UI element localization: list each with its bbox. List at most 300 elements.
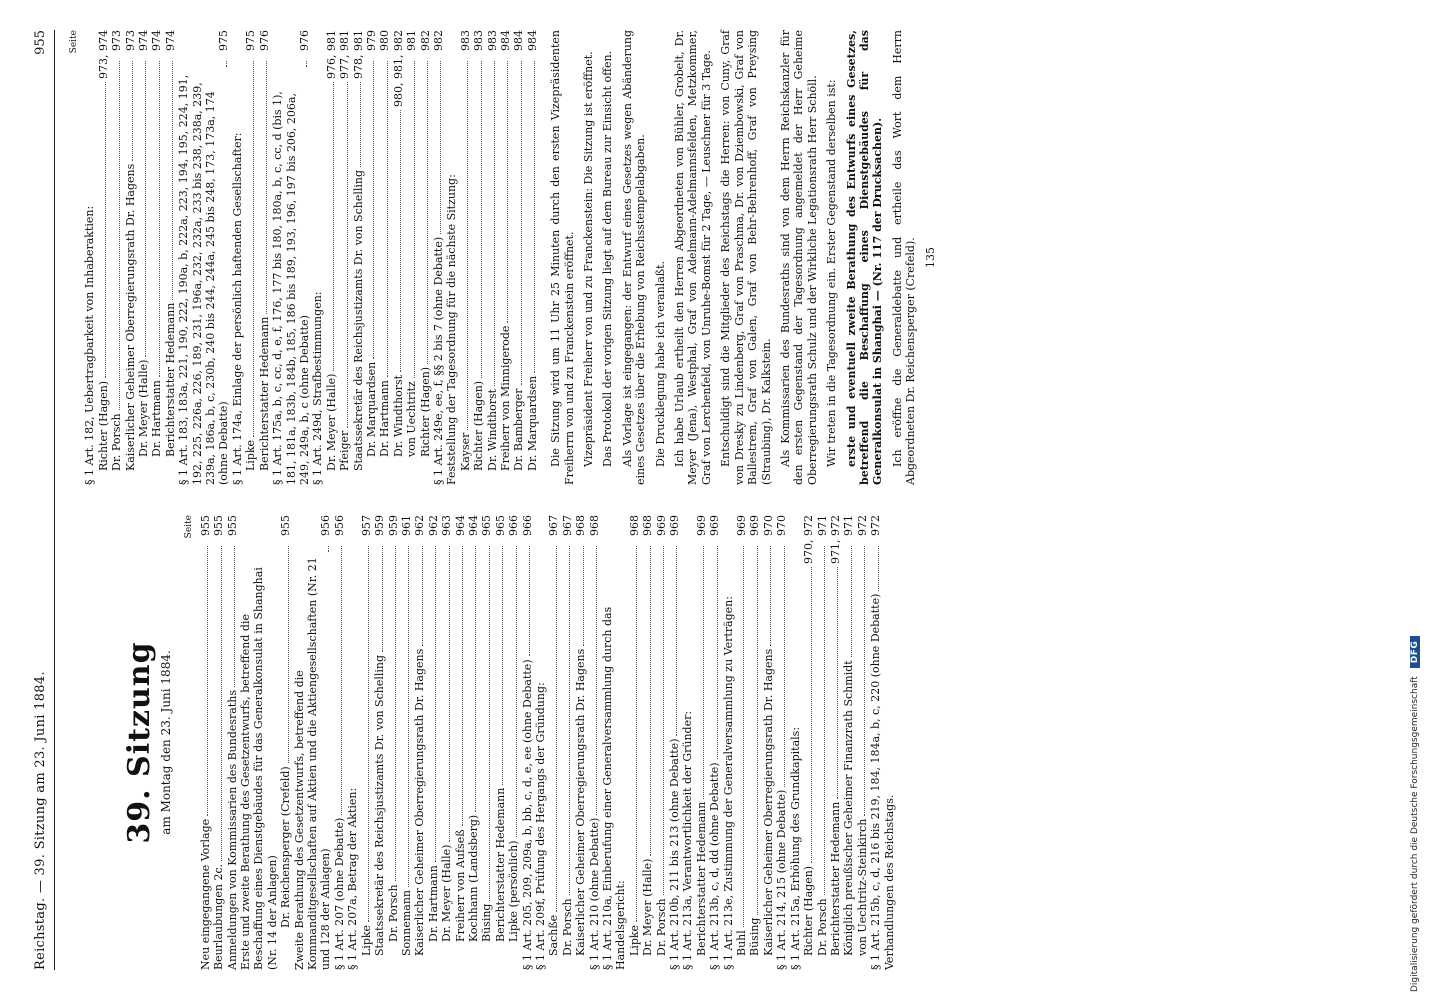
toc-entry: [507, 515, 520, 970]
toc-entry: [325, 30, 338, 485]
toc-entry: [708, 515, 721, 970]
body-paragraph: Die Drucklegung habe ich veranlaßt.: [653, 260, 667, 467]
toc-entry: [400, 515, 413, 970]
dot-leader: [521, 61, 522, 385]
running-header: [32, 30, 55, 970]
dot-leader: [529, 546, 530, 656]
toc-entry-text: Dr. Marquardsen: [525, 375, 539, 471]
toc-entry: [789, 515, 802, 970]
toc-page-number: 984: [499, 30, 512, 51]
signature-number: 135: [923, 247, 937, 268]
toc-entry-text: Richter (Hagen): [96, 380, 110, 471]
toc-page-number: 959: [386, 515, 400, 536]
toc-entry: [459, 30, 472, 485]
toc-entry: [722, 515, 735, 970]
toc-entry: [735, 515, 748, 970]
toc-entry-text: Kaiserlicher Geheimer Oberregierungsrath Dr. Hagens: [413, 648, 427, 956]
dot-leader: [440, 61, 441, 234]
toc-entry-text: von Uechtritz-Steinkirch: [855, 818, 869, 956]
toc-entry-text: Dr. Hartmann: [378, 380, 392, 457]
toc-entry: [432, 30, 445, 485]
toc-entry-text: § 1 Art. 249d, Strafbestimmungen:: [311, 291, 325, 485]
toc-entry: [392, 30, 405, 485]
dot-leader: [556, 546, 557, 912]
toc-page-number: 969: [654, 515, 668, 536]
toc-entry: [695, 515, 708, 970]
toc-entry: [293, 515, 333, 970]
toc-entry: [655, 515, 668, 970]
toc-entry-text: Richter (Hagen): [418, 366, 432, 457]
dot-leader: [507, 61, 508, 323]
toc-entry-text: Dr. Meyer (Halle): [137, 359, 151, 457]
toc-page-number: 969: [735, 515, 749, 536]
toc-entry-text: Erste und zweite Berathung des Gesetzentwurfs, betreffend die Beschaffung eines Dienstgebäudes für das Generalkonsulat in Shanghai (Nr. 14 der Anlagen): [239, 567, 279, 970]
dot-leader: [878, 546, 879, 591]
dot-leader: [427, 61, 428, 364]
dot-leader: [341, 546, 342, 815]
dot-leader: [360, 82, 361, 167]
toc-entry: [311, 30, 324, 485]
toc-entry: [748, 515, 761, 970]
dot-leader: [743, 546, 744, 927]
body-paragraph: Die Sitzung wird um 11 Uhr 25 Minuten durch den ersten Vizepräsidenten Freiherrn von und zu Franckenstein eröffnet.: [549, 30, 576, 485]
toc-page-number: 965: [480, 515, 494, 536]
toc-entry: [588, 515, 601, 970]
dot-leader: [770, 546, 771, 646]
dot-leader: [864, 546, 865, 816]
dot-leader: [328, 546, 329, 552]
toc-page-number: 973, 974: [96, 30, 110, 79]
toc-entry-text: Beurlaubungen 2c.: [212, 863, 226, 970]
dot-leader: [569, 546, 570, 895]
toc-entry: [512, 30, 525, 485]
toc-entry-text: Dr. Porsch: [560, 898, 574, 956]
dot-leader: [703, 546, 704, 799]
toc-entry: [816, 515, 829, 970]
toc-entry-text: Büsing: [748, 917, 762, 956]
body-paragraph: Als Kommissarien des Bundesraths sind von dem Herrn Reichskanzler für den ersten Gegenstand der Tagesordnung angemeldet der Herr Geheime Oberregierungsrath Schulz und der Wirkliche Legationsrath Herr Schöll.: [778, 30, 819, 485]
toc-page-number: 956: [319, 515, 333, 536]
toc-page-number: 971: [842, 515, 856, 536]
toc-page-number: 962: [413, 515, 427, 536]
toc-entry: [231, 30, 244, 485]
toc-page-number: 983: [485, 30, 499, 51]
body-paragraph: Das Protokoll der vorigen Sitzung liegt auf dem Bureau zur Einsicht offen.: [601, 50, 615, 467]
toc-page-number: 965: [493, 515, 507, 536]
dot-leader: [159, 61, 160, 377]
toc-entry: [419, 30, 432, 485]
toc-entry: [360, 515, 373, 970]
toc-page-number: 970, 972: [802, 515, 816, 564]
dfg-logo: DFG: [1410, 636, 1420, 669]
digitization-note: [1410, 636, 1420, 992]
toc-entry-text: § 1 Art. 213e, Zustimmung der Generalversammlung zu Verträgen:: [721, 596, 735, 970]
toc-page-number: 970: [761, 515, 775, 536]
dot-leader: [676, 546, 677, 736]
digitization-note-text: Digitalisierung gefördert durch die Deutsche Forschungsgemeinschaft: [1410, 676, 1420, 992]
toc-entry: [405, 30, 418, 485]
toc-page-number: 975: [244, 30, 258, 51]
table-of-contents-left: [199, 515, 896, 970]
toc-entry-text: Dr. Porsch: [815, 898, 829, 956]
dot-leader: [333, 82, 334, 371]
toc-entry: [346, 515, 359, 970]
toc-entry-text: Kaiserlicher Geheimer Oberregierungsrath Dr. Hagens: [574, 648, 588, 956]
toc-entry-text: § 1 Art. 249e, ee, f, §§ 2 bis 7 (ohne Debatte): [431, 236, 445, 485]
toc-page-number: 969: [694, 515, 708, 536]
toc-entry: [110, 30, 123, 485]
dot-leader: [288, 546, 289, 763]
toc-entry-text: Dr. Meyer (Halle): [641, 858, 655, 956]
body-paragraph: Ich eröffne die Generaldebatte und ertheile das Wort dem Herrn Abgeordneten Dr. Reichensperger (Crefeld).: [890, 30, 918, 485]
toc-entry: [427, 515, 440, 970]
toc-entry: [373, 515, 386, 970]
toc-page-number: 980, 981, 982: [391, 30, 405, 107]
toc-entry-text: Dr. Reichensperger (Crefeld): [279, 766, 293, 928]
toc-page-number: 977, 981: [338, 30, 352, 79]
toc-entry-text: § 1 Art. 182, Uebertragbarkeit von Inhaberaktien:: [83, 205, 97, 485]
toc-page-number: 955: [279, 515, 293, 536]
toc-entry: [762, 515, 775, 970]
dot-leader: [373, 61, 374, 359]
toc-entry: [258, 30, 271, 485]
toc-entry: [486, 30, 499, 485]
dot-leader: [414, 61, 415, 378]
toc-entry: [472, 30, 485, 485]
toc-page-number: 976: [297, 30, 311, 51]
toc-entry-text: Büsing: [480, 903, 494, 942]
dot-leader: [462, 546, 463, 826]
dot-leader: [119, 61, 120, 410]
toc-entry: [574, 515, 587, 970]
toc-entry-text: Richter (Hagen): [472, 380, 486, 471]
toc-page-number: 969: [668, 515, 682, 536]
toc-entry-text: Neu eingegangene Vorlage: [198, 818, 212, 970]
dot-leader: [172, 61, 173, 300]
toc-entry: [628, 515, 641, 970]
toc-entry: [494, 515, 507, 970]
toc-page-number: 962: [426, 515, 440, 536]
body-paragraph: Entschuldigt sind die Mitglieder des Reichstags die Herren: von Cuny, Graf von Dresky zu Lindenberg, Graf von Praschma, Dr. von Dziembowski, Graf von Ballestrem, Graf von Galen, Graf von Behr-Behrenhoff, Graf von Preysing (Straubing), Dr. Kalkstein.: [719, 30, 773, 485]
toc-page-number: 956: [332, 515, 346, 536]
toc-entry-text: Berichterstatter Hedemann: [493, 787, 507, 942]
dot-leader: [435, 546, 436, 862]
toc-entry-text: Lipke (persönlich): [507, 840, 521, 942]
toc-entry-text: Dr. Windthorst: [391, 374, 405, 457]
dot-leader: [145, 61, 146, 357]
toc-entry-text: § 1 Art. 205, 209, 209a, b, bb, c, d, e, ee (ohne Debatte): [520, 659, 534, 970]
toc-entry: [440, 515, 453, 970]
dot-leader: [475, 546, 476, 812]
dot-leader: [347, 82, 348, 428]
toc-entry-text: Kaiserlicher Geheimer Oberregierungsrath Dr. Hagens: [761, 648, 775, 956]
dot-leader: [583, 546, 584, 646]
toc-entry-text: Königlich preußischer Geheimer Finanzrath Schmidt: [842, 660, 856, 956]
dot-leader: [757, 546, 758, 915]
toc-entry: [467, 515, 480, 970]
body-paragraph: Ich habe Urlaub ertheilt den Herren Abgeordneten von Bühler, Grobelt, Dr. Meyer (Jena), Westphal, Graf von Adelmann-Adelmannsfelden, Metzkommer, Graf von Lerchenfeld, von Unruhe-Bomst für 2 Tage, — Leuschner für 3 Tage.: [673, 30, 713, 485]
toc-page-number: 973: [123, 30, 137, 51]
toc-entry: [454, 515, 467, 970]
toc-entry: [856, 515, 869, 970]
toc-entry-text: § 1 Art. 213b, c, d, dd (ohne Debatte): [708, 762, 722, 970]
toc-entry: [561, 515, 574, 970]
dot-leader: [382, 546, 383, 652]
toc-entry: [279, 515, 292, 970]
dot-leader: [207, 546, 208, 816]
toc-entry: [802, 515, 815, 970]
dot-leader: [717, 546, 718, 759]
toc-entry: [164, 30, 177, 485]
toc-entry-text: Feststellung der Tagesordnung für die nächste Sitzung:: [445, 174, 459, 485]
dot-leader: [494, 61, 495, 386]
toc-page-number: 972: [869, 515, 883, 536]
toc-entry-text: Buhl: [735, 930, 749, 956]
toc-page-number: 968: [627, 515, 641, 536]
dot-leader: [481, 61, 482, 378]
toc-entry: [534, 515, 547, 970]
toc-entry: [177, 30, 231, 485]
toc-entry-text: Zweite Berathung des Gesetzentwurfs, betreffend die Kommanditgesellschaften auf Aktien und die Aktiengesellschaften (Nr. 21 und 128 der Anlagen): [292, 557, 333, 970]
toc-entry-text: Dr. Meyer (Halle): [324, 373, 338, 471]
toc-entry-text: Kayser: [458, 432, 472, 471]
toc-page-number: 973: [110, 30, 124, 51]
toc-entry: [526, 30, 539, 485]
toc-entry: [641, 515, 654, 970]
toc-entry: [883, 515, 896, 970]
toc-entry-text: Staatssekretär des Reichsjustizamts Dr. von Schelling: [373, 654, 387, 956]
toc-entry-text: von Uechtritz: [405, 381, 419, 457]
toc-entry: [480, 515, 493, 970]
toc-entry: [413, 515, 426, 970]
toc-entry: [239, 515, 279, 970]
toc-entry: [83, 30, 96, 485]
body-paragraph: erste und eventuell zweite Berathung des Entwurfs eines Gesetzes, betreffend die Beschaffung eines Dienstgebäudes für das Generalkonsulat in Shanghai — (Nr. 117 der Drucksachen).: [844, 30, 885, 485]
toc-entry: [869, 515, 882, 970]
dot-leader: [368, 546, 369, 922]
toc-entry-text: Berichterstatter Hedemann: [828, 801, 842, 956]
toc-page-number: 964: [466, 515, 480, 536]
dot-leader: [253, 61, 254, 437]
dot-leader: [663, 546, 664, 895]
toc-page-number: 981: [405, 30, 419, 51]
rotated-page: [20, 0, 1400, 1000]
toc-entry: [829, 515, 842, 970]
toc-entry-text: Dr. Hartmann: [426, 865, 440, 942]
toc-page-number: 966: [520, 515, 534, 536]
toc-entry-text: § 1 Art. 210a, Einberufung einer Generalversammlung durch das Handelsgericht:: [601, 606, 628, 970]
toc-entry-text: Dr. Marquardsen: [364, 361, 378, 457]
toc-entry: [244, 30, 257, 485]
header-title: Reichstag. — 39. Sitzung am 23. Juni 1884.: [33, 671, 48, 970]
toc-page-number: 971, 972: [828, 515, 842, 564]
toc-entry-text: Kaiserlicher Geheimer Oberregierungsrath Dr. Hagens: [123, 163, 137, 471]
toc-entry-text: § 1 Art. 207a, Betrag der Aktien:: [346, 787, 360, 970]
toc-page-number: 972: [855, 515, 869, 536]
body-paragraph: Vizepräsident Freiherr von und zu Franckenstein: Die Sitzung ist eröffnet.: [582, 51, 596, 467]
toc-page-number: 975: [217, 30, 231, 51]
toc-entry-text: Sachße: [547, 914, 561, 956]
body-paragraph: Wir treten in die Tagesordnung ein. Erster Gegenstand derselben ist:: [825, 79, 839, 467]
toc-entry: [137, 30, 150, 485]
dot-leader: [516, 546, 517, 837]
toc-page-number: 968: [587, 515, 601, 536]
toc-page-number: 955: [225, 515, 239, 536]
header-page-number: 955: [33, 30, 48, 55]
toc-entry: [842, 515, 855, 970]
toc-page-number: 980: [378, 30, 392, 51]
toc-entry-text: § 1 Art. 210b, 211 bis 213 (ohne Debatte): [668, 738, 682, 970]
toc-entry-text: § 1 Art. 207 (ohne Debatte): [332, 817, 346, 970]
toc-entry-text: Kochhann (Landsberg): [466, 814, 480, 942]
dot-leader: [400, 110, 401, 372]
dot-leader: [387, 61, 388, 377]
toc-entry: [226, 515, 239, 970]
toc-page-number: 955: [198, 515, 212, 536]
toc-entry-text: § 1 Art. 174a, Einlage der persönlich haftenden Gesellschafter:: [230, 132, 244, 485]
toc-entry-text: § 1 Art. 215b, c, d, 216 bis 219, 184, 184a, b, c, 220 (ohne Debatte): [869, 593, 883, 970]
dot-leader: [449, 546, 450, 842]
toc-entry-text: Dr. Bamberger: [512, 388, 526, 471]
seite-label: Seite: [184, 515, 195, 539]
dot-leader: [132, 61, 133, 161]
toc-entry-text: Lipke: [359, 924, 373, 956]
toc-entry-text: Verhandlungen des Reichstags.: [882, 794, 896, 970]
dot-leader: [105, 82, 106, 378]
toc-entry: [378, 30, 391, 485]
dot-leader: [784, 546, 785, 787]
toc-entry: [365, 30, 378, 485]
toc-entry-text: Dr. Windthorst: [485, 388, 499, 471]
toc-page-number: 963: [440, 515, 454, 536]
toc-entry: [271, 30, 311, 485]
toc-entry-text: Dr. Porsch: [386, 884, 400, 942]
toc-page-number: 982: [431, 30, 445, 51]
toc-entry-text: Dr. Hartmann: [150, 380, 164, 457]
dot-leader: [234, 546, 235, 687]
table-of-contents-right: [83, 30, 539, 485]
dot-leader: [408, 546, 409, 887]
toc-entry-text: Freiherr von Minnigerode: [499, 325, 512, 471]
toc-entry-text: Dr. Porsch: [110, 413, 124, 471]
toc-page-number: 979: [364, 30, 378, 51]
toc-page-number: 964: [453, 515, 467, 536]
toc-page-number: 982: [418, 30, 432, 51]
toc-page-number: 967: [547, 515, 561, 536]
toc-entry-text: Berichterstatter Hedemann: [163, 302, 177, 457]
toc-entry: [199, 515, 212, 970]
toc-entry: [333, 515, 346, 970]
left-column: [64, 515, 896, 970]
toc-page-number: 966: [507, 515, 521, 536]
toc-entry-text: § 1 Art. 213a, Verantwortlichkeit der Gründer:: [681, 710, 695, 970]
toc-entry: [775, 515, 788, 970]
dot-leader: [226, 61, 227, 67]
dot-leader: [395, 546, 396, 881]
dot-leader: [306, 61, 307, 67]
dot-leader: [534, 61, 535, 373]
dot-leader: [266, 61, 267, 314]
dot-leader: [221, 546, 222, 861]
toc-entry-text: Pfeiger: [338, 430, 352, 471]
toc-entry-text: Freiherr von Aufseß: [453, 829, 467, 942]
session-date: am Montag den 23. Juni 1884.: [159, 650, 173, 835]
session-title: 39. Sitzung: [122, 641, 157, 844]
toc-entry-text: Staatssekretär des Reichsjustizamts Dr. von Schelling: [351, 169, 365, 471]
dot-leader: [650, 546, 651, 856]
toc-page-number: 984: [512, 30, 526, 51]
toc-page-number: 976, 981: [324, 30, 338, 79]
toc-entry-text: § 1 Art. 210 (ohne Debatte): [587, 817, 601, 970]
toc-entry-text: Berichterstatter Hedemann: [257, 316, 271, 471]
dot-leader: [811, 567, 812, 863]
toc-entry: [338, 30, 351, 485]
toc-page-number: 969: [748, 515, 762, 536]
toc-entry-text: Dr. Meyer (Halle): [440, 844, 454, 942]
toc-page-number: 957: [359, 515, 373, 536]
right-column: [64, 30, 937, 485]
toc-entry: [445, 30, 458, 485]
toc-page-number: 974: [150, 30, 164, 51]
seite-label: Seite: [69, 30, 79, 54]
toc-entry: [499, 30, 512, 485]
toc-page-number: 971: [815, 515, 829, 536]
toc-entry: [681, 515, 694, 970]
toc-entry-text: Lipke: [244, 439, 258, 471]
toc-entry-text: Sonnemann: [399, 890, 413, 956]
toc-entry-text: Berichterstatter Hedemann: [694, 801, 708, 956]
toc-entry-text: § 1 Art. 214, 215 (ohne Debatte): [775, 789, 789, 970]
toc-entry-text: Lipke: [627, 924, 641, 956]
toc-page-number: 976: [257, 30, 271, 51]
toc-entry: [387, 515, 400, 970]
toc-page-number: 984: [525, 30, 539, 51]
session-body-text: [549, 30, 917, 485]
dot-leader: [489, 546, 490, 901]
toc-entry: [352, 30, 365, 485]
toc-entry-text: § 1 Art. 175a, b, c, cc, d, e, f, 176, 177 bis 180, 180a, b, c, cc, d (bis 1), 181, 181a, 183b, 184b, 185, 186 bis 189, 193, 196, 197 bis 206, 206a, 249, 249a, b, c (ohne Debatte): [271, 91, 311, 485]
toc-page-number: 974: [163, 30, 177, 51]
toc-page-number: 969: [708, 515, 722, 536]
toc-page-number: 968: [574, 515, 588, 536]
toc-entry-text: Dr. Porsch: [654, 898, 668, 956]
dot-leader: [502, 546, 503, 785]
toc-page-number: 968: [641, 515, 655, 536]
toc-page-number: 983: [472, 30, 486, 51]
toc-entry-text: Richter (Hagen): [802, 865, 816, 956]
dot-leader: [422, 546, 423, 646]
toc-entry: [97, 30, 110, 485]
toc-entry-text: § 1 Art. 209f, Prüfung des Hergangs der Gründung:: [533, 682, 547, 970]
toc-entry: [212, 515, 225, 970]
dot-leader: [636, 546, 637, 922]
toc-entry: [668, 515, 681, 970]
toc-page-number: 961: [399, 515, 413, 536]
toc-entry: [150, 30, 163, 485]
dot-leader: [467, 61, 468, 430]
toc-entry-text: Anmeldungen von Kommissarien des Bundesraths: [225, 690, 239, 970]
toc-page-number: 983: [458, 30, 472, 51]
session-title-block: [122, 515, 173, 970]
toc-page-number: 967: [560, 515, 574, 536]
toc-page-number: 959: [373, 515, 387, 536]
toc-page-number: 974: [137, 30, 151, 51]
toc-entry: [521, 515, 534, 970]
toc-page-number: 978, 981: [351, 30, 365, 79]
toc-entry: [547, 515, 560, 970]
toc-entry: [601, 515, 628, 970]
toc-page-number: 955: [212, 515, 226, 536]
